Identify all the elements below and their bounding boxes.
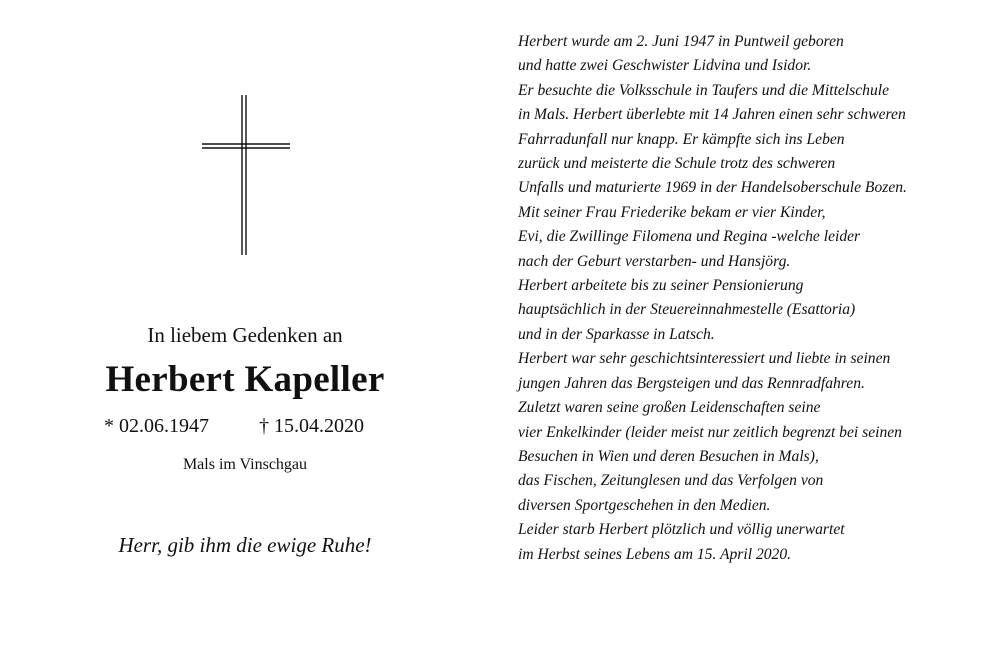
biography-line: Unfalls und maturierte 1969 in der Handelsoberschule Bozen. — [518, 179, 907, 197]
biography-line: Evi, die Zwillinge Filomena und Regina -welche leider — [518, 228, 861, 246]
biography-line: vier Enkelkinder (leider meist nur zeitlich begrenzt bei seinen — [518, 423, 902, 441]
birth-date: * 02.06.1947 — [104, 415, 209, 437]
biography-line: Herbert war sehr geschichtsinteressiert und liebte in seinen — [518, 350, 891, 368]
biography-line: und hatte zwei Geschwister Lidvina und Isidor. — [518, 57, 812, 75]
biography-line: Zuletzt waren seine großen Leidenschaften seine — [518, 399, 821, 417]
memorial-left-panel — [0, 0, 490, 645]
biography-line: hauptsächlich in der Steuereinnahmestelle (Esattoria) — [518, 301, 856, 319]
cross-icon — [200, 95, 292, 255]
biography-line: in Mals. Herbert überlebte mit 14 Jahren einen sehr schweren — [518, 106, 906, 124]
biography-line: Herbert arbeitete bis zu seiner Pensionierung — [518, 277, 804, 295]
biography-line: Leider starb Herbert plötzlich und völlig unerwartet — [518, 521, 845, 539]
biography-text — [518, 30, 973, 567]
place-of-residence: Mals im Vinschgau — [182, 456, 308, 473]
biography-line: Besuchen in Wien und deren Besuchen in Mals), — [518, 447, 819, 465]
biography-line: das Fischen, Zeitunglesen und das Verfolgen von — [518, 472, 824, 490]
memorial-intro: In liebem Gedenken an — [147, 323, 343, 347]
biography-line: Er besuchte die Volksschule in Taufers und die Mittelschule — [518, 81, 890, 99]
deceased-name: Herbert Kapeller — [105, 359, 385, 400]
prayer-text: Herr, gib ihm die ewige Ruhe! — [118, 533, 372, 557]
biography-line: zurück und meisterte die Schule trotz des schweren — [518, 155, 836, 173]
biography-line: Mit seiner Frau Friederike bekam er vier Kinder, — [518, 203, 826, 221]
biography-line: im Herbst seines Lebens am 15. April 2020. — [518, 545, 792, 563]
biography-line: nach der Geburt verstarben- und Hansjörg. — [518, 252, 791, 270]
biography-line: Herbert wurde am 2. Juni 1947 in Puntweil geboren — [518, 33, 844, 50]
biography-line: und in der Sparkasse in Latsch. — [518, 325, 715, 343]
death-date: † 15.04.2020 — [259, 415, 364, 437]
biography-line: diversen Sportgeschehen in den Medien. — [518, 496, 771, 514]
biography-line: Fahrradunfall nur knapp. Er kämpfte sich ins Leben — [518, 130, 845, 148]
biography-line: jungen Jahren das Bergsteigen und das Rennradfahren. — [518, 374, 865, 392]
